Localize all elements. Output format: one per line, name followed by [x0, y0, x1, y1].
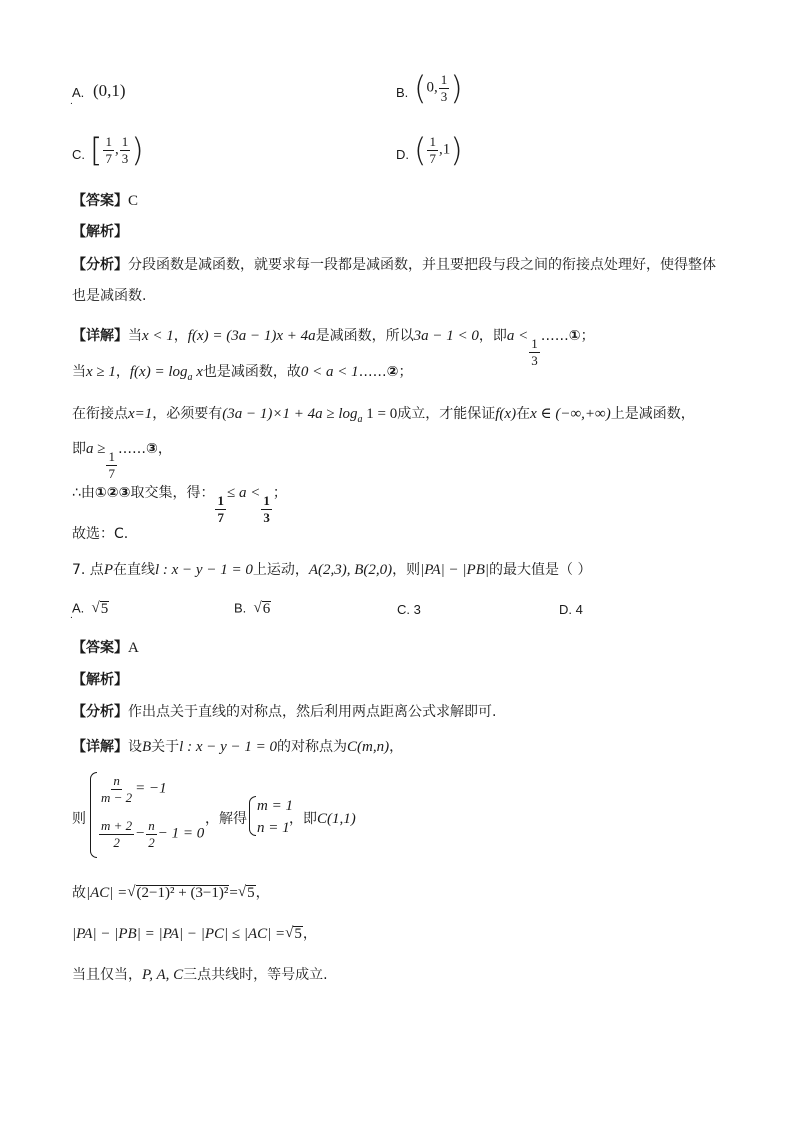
option-c-label: C. — [72, 147, 85, 162]
q7-solve-label: ，解得 — [205, 811, 247, 827]
option-a-label: A. — [72, 85, 85, 100]
q7-answer: 【答案】A — [72, 640, 139, 656]
q7-detail-line1: 【详解】设B关于l : x − y − 1 = 0的对称点为C(m,n)， — [72, 739, 404, 755]
q6-detail-line4: 即a ≥ $\frac{1}{7}$ ……③， — [72, 441, 172, 481]
q7-option-b: B. √ 6 — [234, 600, 271, 617]
option-d-value: ( $\frac{1}{7}$ ,1) — [414, 131, 463, 169]
q6-analysis-tag: 【解析】 — [72, 224, 128, 240]
q6-fenxi-line2: 也是减函数. — [72, 288, 147, 304]
q7-stem: 7. 点P在直线l : x − y − 1 = 0上运动，A(2,3), B(2,0)，则|PA| − |PB|的最大值是（ ） — [72, 562, 592, 578]
q7-sys-ze: 则 — [72, 811, 86, 827]
q7-fenxi: 【分析】作出点关于直线的对称点，然后利用两点距离公式求解即可. — [72, 704, 497, 720]
q7-ac-line: 故|AC| = √ (2−1)² + (3−1)² = √ 5 ， — [72, 884, 270, 901]
q6-detail-line3: 在衔接点x=1，必须要有$(3a - 1)\times 1 + 4a \ge \log_a 1 = 0$成立，才能保证f(x)在x ∈ (−∞,+∞)上是减函数， — [72, 406, 695, 425]
option-b-value: (0, $\frac{1}{3}$ ) — [414, 69, 463, 107]
q7-sys-brace — [90, 772, 97, 858]
option-d-label: D. — [396, 147, 409, 162]
option-a-dot: . — [70, 97, 73, 107]
q7-eq2: $\frac{m + 2}{2}$ − $\frac{n}{2}$ − 1 = 0 — [101, 818, 205, 850]
q6-answer: 【答案】C — [72, 193, 139, 209]
q7-analysis-tag: 【解析】 — [72, 672, 128, 688]
q6-detail-line5: ∴由①②③取交集，得： $\frac{1}{7}$ ≤ a < $\frac{1}{3}$ ； — [72, 485, 287, 525]
q7-option-a-dot: . — [70, 611, 73, 621]
option-c-value: [ $\frac{1}{7}$ , $\frac{1}{3}$ ) — [90, 131, 144, 169]
q7-sol1: m = 1 — [257, 798, 293, 814]
q6-detail-line1: 【详解】当x < 1，f(x) = (3a − 1)x + 4a是减函数，所以3a − 1 < 0，即a < $\frac{1}{3}$ ……①； — [72, 328, 595, 368]
q7-option-d: D. 4 — [559, 602, 583, 617]
q7-option-c: C. 3 — [397, 602, 421, 617]
q7-option-a: A. √ 5 — [72, 600, 109, 617]
q7-ineq-line: |PA| − |PB| = |PA| − |PC| ≤ |AC| = √ 5 ， — [72, 925, 317, 942]
q6-fenxi-line1: 【分析】分段函数是减函数，就要求每一段都是减函数，并且要把段与段之间的衔接点处理好，使得整体 — [72, 257, 716, 273]
option-a-value: (0,1) — [93, 81, 126, 100]
q7-eq1: $\frac{n}{m - 2}$ = −1 — [101, 773, 167, 805]
q6-choose: 故选：C. — [72, 526, 129, 542]
q6-detail-line2: 当x ≥ 1，$f(x) = \log_a x$也是减函数，故0 < a < 1……②； — [72, 364, 413, 383]
q7-then: ，即C(1,1) — [289, 811, 356, 827]
option-b-label: B. — [396, 85, 409, 100]
q7-sol-brace — [249, 796, 256, 836]
q7-sol2: n = 1 — [257, 820, 290, 836]
q7-equality-line: 当且仅当，P, A, C三点共线时，等号成立. — [72, 967, 328, 983]
